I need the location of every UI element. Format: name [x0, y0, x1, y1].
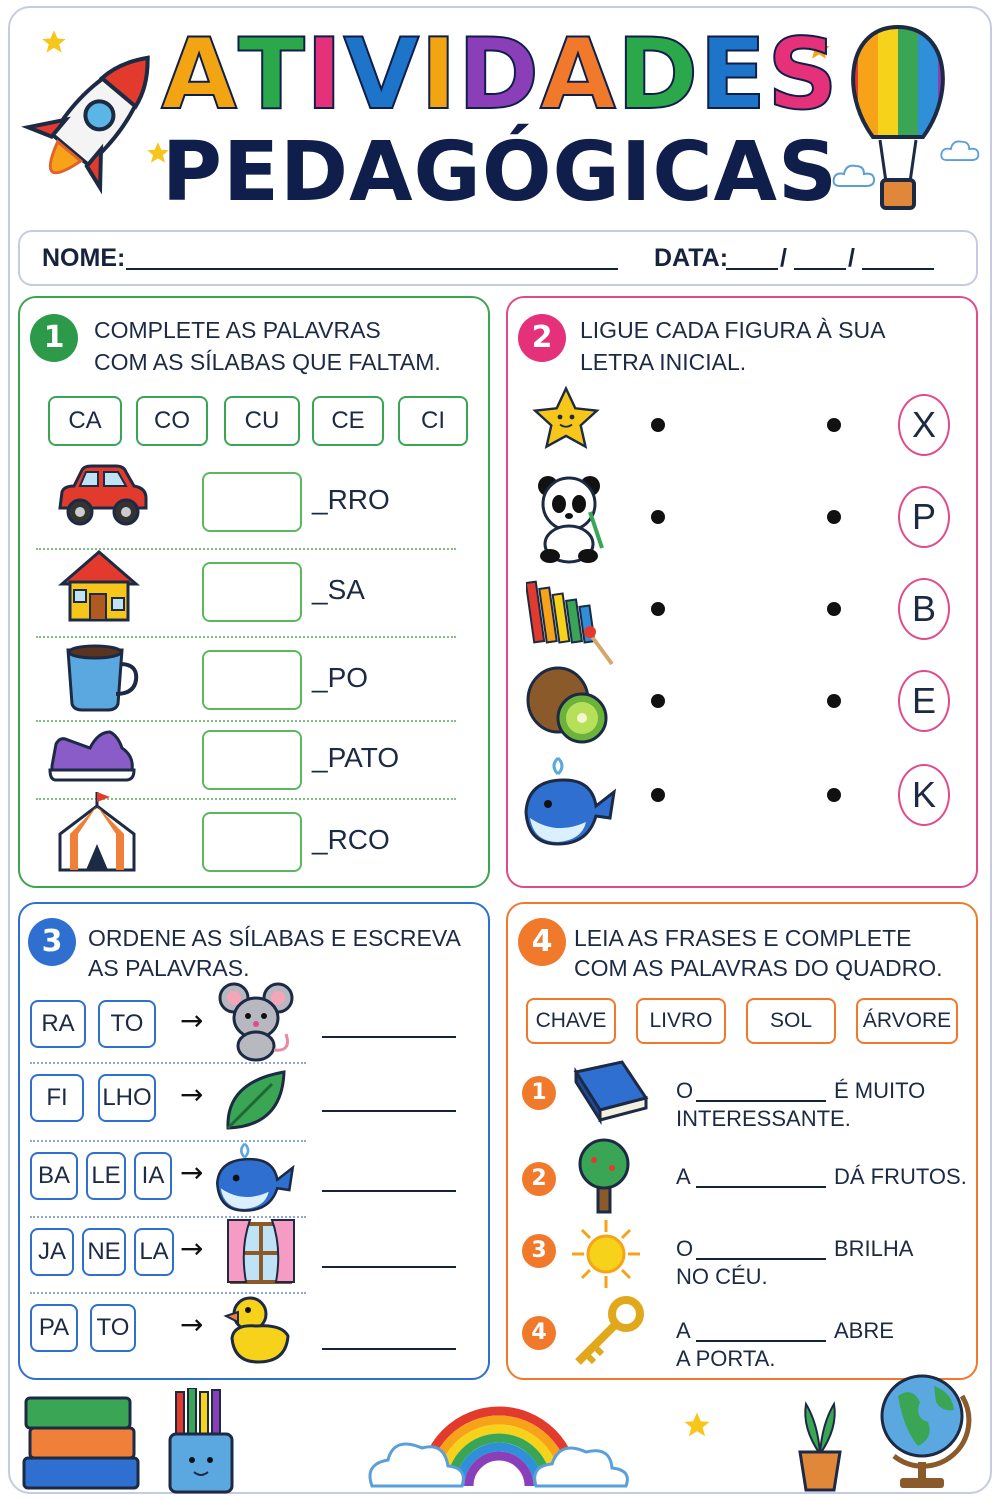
- section-3-number: 3: [28, 918, 76, 966]
- syllable-tile: BA: [30, 1152, 78, 1200]
- title-letter: A: [540, 18, 617, 132]
- title-letter: T: [238, 18, 306, 132]
- title-letter: I: [305, 18, 344, 132]
- syllable-chip: CO: [136, 396, 208, 446]
- rainbow-icon: [364, 1386, 634, 1494]
- book-icon: [566, 1058, 650, 1128]
- syllable-chip: CA: [48, 396, 122, 446]
- syllable-tile: LHO: [98, 1074, 156, 1122]
- sentence-number: 4: [522, 1316, 556, 1350]
- row-divider: [36, 636, 456, 638]
- syllable-tile: RA: [30, 1000, 86, 1048]
- key-icon: [570, 1294, 648, 1370]
- picture-connector-dot[interactable]: [651, 418, 665, 432]
- word-suffix: _SA: [312, 574, 365, 605]
- sentence-start: O: [676, 1236, 694, 1261]
- sentence-start: O: [676, 1078, 694, 1103]
- circus-tent-icon: [56, 790, 138, 874]
- car-icon: [54, 460, 152, 532]
- duck-icon: [222, 1294, 292, 1366]
- sentence-end: DÁ FRUTOS.: [834, 1164, 967, 1189]
- picture-connector-dot[interactable]: [651, 510, 665, 524]
- leaf-icon: [222, 1068, 288, 1134]
- section-1-instruction-line1: COMPLETE AS PALAVRAS: [94, 317, 381, 343]
- syllable-answer-box[interactable]: [202, 812, 302, 872]
- row-divider: [30, 1062, 306, 1064]
- sentence-answer-line[interactable]: [696, 1100, 826, 1102]
- syllable-tile: FI: [30, 1074, 84, 1122]
- picture-connector-dot[interactable]: [651, 788, 665, 802]
- syllable-answer-box[interactable]: [202, 650, 302, 710]
- title-letter: I: [420, 18, 458, 132]
- star-icon: [682, 1410, 712, 1440]
- initial-letter: B: [898, 578, 950, 640]
- section-2-instruction-line1: LIGUE CADA FIGURA À SUA: [580, 317, 886, 343]
- syllable-tile: TO: [98, 1000, 156, 1048]
- sentence-end: ABRE: [834, 1318, 894, 1343]
- syllable-chip: CU: [224, 396, 300, 446]
- syllable-tile: LA: [134, 1228, 174, 1276]
- books-icon: [18, 1386, 144, 1494]
- section-4-instruction-line1: LEIA AS FRASES E COMPLETE: [574, 925, 912, 951]
- arrow-icon: →: [180, 1232, 204, 1265]
- tree-icon: [572, 1138, 636, 1214]
- word-answer-line[interactable]: [322, 1110, 456, 1112]
- initial-letter: K: [898, 764, 950, 826]
- xylophone-icon: [526, 576, 618, 668]
- sentence-answer-line[interactable]: [696, 1186, 826, 1188]
- section-4-number: 4: [518, 918, 566, 966]
- title-letter: A: [161, 18, 239, 132]
- arrow-icon: →: [180, 1004, 204, 1037]
- syllable-answer-box[interactable]: [202, 472, 302, 532]
- section-2-number: 2: [518, 314, 566, 362]
- word-bank-chip: ÁRVORE: [856, 998, 958, 1044]
- word-answer-line[interactable]: [322, 1190, 456, 1192]
- date-label: DATA:: [654, 244, 729, 272]
- panda-icon: [534, 472, 604, 564]
- name-field[interactable]: [126, 268, 618, 270]
- date-separator: /: [780, 244, 787, 272]
- word-suffix: _RCO: [312, 824, 390, 855]
- sentence-end: BRILHA: [834, 1236, 914, 1261]
- syllable-chip: CI: [398, 396, 468, 446]
- sentence-answer-line[interactable]: [696, 1258, 826, 1260]
- date-year-field[interactable]: [862, 268, 934, 270]
- mouse-icon: [216, 980, 296, 1062]
- star-icon: [530, 384, 602, 456]
- word-suffix: _PATO: [312, 742, 400, 773]
- word-answer-line[interactable]: [322, 1348, 456, 1350]
- title-letter: V: [343, 18, 421, 132]
- date-month-field[interactable]: [794, 268, 846, 270]
- letter-connector-dot[interactable]: [827, 602, 841, 616]
- cup-icon: [62, 640, 142, 714]
- arrow-icon: →: [180, 1156, 204, 1189]
- section-2-instruction-line2: LETRA INICIAL.: [580, 349, 747, 375]
- syllable-tile: TO: [90, 1304, 136, 1352]
- letter-connector-dot[interactable]: [827, 694, 841, 708]
- sun-icon: [570, 1218, 642, 1290]
- sentence-number: 1: [522, 1076, 556, 1110]
- sentence-number: 2: [522, 1162, 556, 1196]
- sentence-continuation: A PORTA.: [676, 1346, 776, 1371]
- kiwi-icon: [524, 664, 612, 746]
- title-letter: E: [699, 18, 768, 132]
- section-1-instruction-line2: COM AS SÍLABAS QUE FALTAM.: [94, 349, 441, 375]
- title-letter: S: [767, 18, 839, 132]
- section-4-instruction-line2: COM AS PALAVRAS DO QUADRO.: [574, 955, 943, 981]
- sentence-number: 3: [522, 1234, 556, 1268]
- word-answer-line[interactable]: [322, 1266, 456, 1268]
- sentence-continuation: INTERESSANTE.: [676, 1106, 851, 1131]
- word-answer-line[interactable]: [322, 1036, 456, 1038]
- syllable-answer-box[interactable]: [202, 730, 302, 790]
- sneaker-icon: [46, 726, 138, 788]
- sentence-answer-line[interactable]: [696, 1340, 826, 1342]
- window-icon: [226, 1218, 296, 1286]
- page-title: [0, 20, 1000, 130]
- pencil-cup-icon: [166, 1388, 238, 1494]
- letter-connector-dot[interactable]: [827, 510, 841, 524]
- syllable-tile: PA: [30, 1304, 78, 1352]
- word-bank-chip: CHAVE: [526, 998, 616, 1044]
- initial-letter: P: [898, 486, 950, 548]
- arrow-icon: →: [180, 1078, 204, 1111]
- word-bank-chip: LIVRO: [636, 998, 726, 1044]
- page-subtitle: PEDAGÓGICAS: [161, 125, 839, 220]
- picture-connector-dot[interactable]: [651, 602, 665, 616]
- title-letter: D: [616, 18, 700, 132]
- date-day-field[interactable]: [726, 268, 778, 270]
- word-bank-chip: SOL: [746, 998, 836, 1044]
- house-icon: [56, 546, 142, 624]
- syllable-tile: IA: [134, 1152, 172, 1200]
- arrow-icon: →: [180, 1308, 204, 1341]
- sentence-end: É MUITO: [834, 1078, 926, 1103]
- word-suffix: _PO: [312, 662, 369, 693]
- section-3-instruction-line1: ORDENE AS SÍLABAS E ESCREVA: [88, 925, 461, 951]
- letter-connector-dot[interactable]: [827, 788, 841, 802]
- date-separator: /: [848, 244, 855, 272]
- initial-letter: X: [898, 394, 950, 456]
- sentence-start: A: [676, 1164, 691, 1189]
- whale-icon: [212, 1142, 298, 1214]
- syllable-chip: CE: [312, 396, 384, 446]
- section-1-number: 1: [30, 314, 78, 362]
- whale-icon: [520, 752, 620, 852]
- row-divider: [36, 720, 456, 722]
- title-letter: D: [457, 18, 541, 132]
- globe-icon: [874, 1366, 974, 1494]
- syllable-tile: LE: [86, 1152, 126, 1200]
- syllable-tile: NE: [82, 1228, 126, 1276]
- picture-connector-dot[interactable]: [651, 694, 665, 708]
- name-date-bar: [18, 230, 978, 286]
- syllable-tile: JA: [30, 1228, 74, 1276]
- syllable-answer-box[interactable]: [202, 562, 302, 622]
- initial-letter: E: [898, 670, 950, 732]
- potted-plant-icon: [792, 1398, 848, 1494]
- word-suffix: _RRO: [312, 484, 390, 515]
- name-label: NOME:: [42, 244, 126, 272]
- section-3-instruction-line2: AS PALAVRAS.: [88, 955, 250, 981]
- sentence-continuation: NO CÉU.: [676, 1264, 768, 1289]
- letter-connector-dot[interactable]: [827, 418, 841, 432]
- sentence-start: A: [676, 1318, 691, 1343]
